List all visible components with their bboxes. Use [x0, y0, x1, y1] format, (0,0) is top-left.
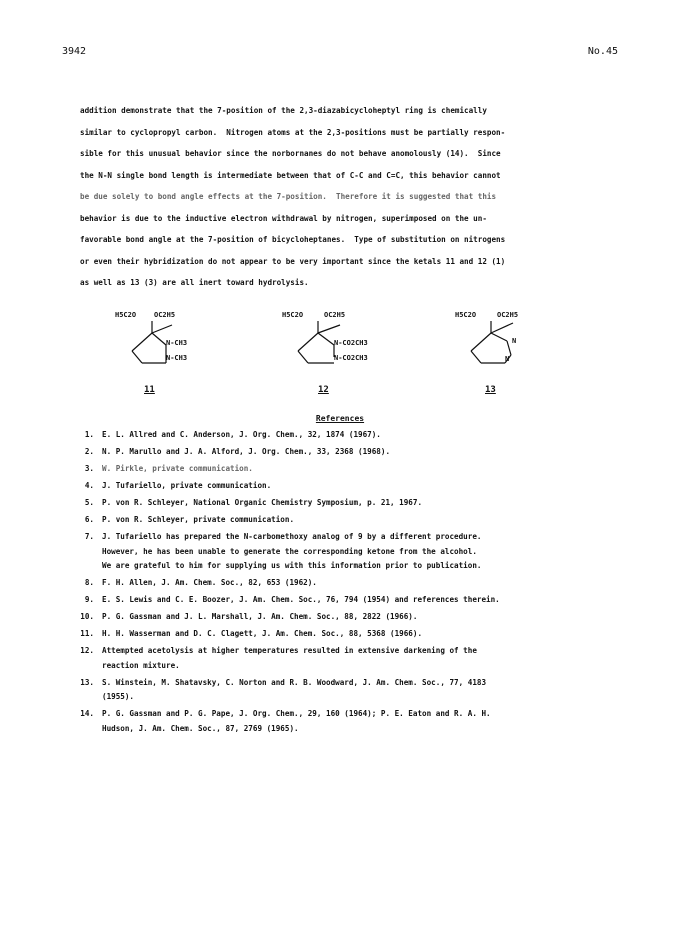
- references-title: References: [315, 414, 365, 423]
- structure-12: [280, 305, 410, 395]
- reference-text: P. von R. Schleyer, National Organic Chemistry Symposium, p. 21, 1967.: [102, 498, 423, 507]
- reference-item: [80, 479, 600, 494]
- reference-number: 2.: [84, 447, 94, 456]
- body-line: similar to cyclopropyl carbon. Nitrogen atoms at the 2,3-positions must be partially respon-: [80, 127, 506, 137]
- reference-number: 13.: [80, 677, 94, 687]
- body-line: the N-N single bond length is intermediate between that of C-C and C=C, this behavior cannot: [80, 170, 501, 180]
- reference-item: [80, 462, 600, 477]
- reference-text: However, he has been unable to generate the corresponding ketone from the alcohol.: [102, 546, 477, 556]
- reference-text: S. Winstein, M. Shatavsky, C. Norton and R. B. Woodward, J. Am. Chem. Soc., 77, 4183: [102, 677, 487, 687]
- reference-item: [80, 530, 600, 574]
- page-number: 3942: [62, 46, 87, 57]
- reference-item: [80, 445, 600, 460]
- body-paragraph: [80, 100, 620, 294]
- structure-label: OC2H5: [324, 311, 346, 319]
- structure-13: [455, 305, 555, 395]
- structure-label: H5C2O: [282, 311, 304, 319]
- reference-text: E. L. Allred and C. Anderson, J. Org. Chem., 32, 1874 (1967).: [102, 430, 381, 439]
- reference-number: 6.: [84, 515, 94, 524]
- reference-text: We are grateful to him for supplying us with this information prior to publication.: [102, 561, 482, 570]
- structure-label: N: [512, 337, 517, 345]
- reference-text: F. H. Allen, J. Am. Chem. Soc., 82, 653 (1962).: [102, 578, 317, 587]
- reference-text: E. S. Lewis and C. E. Boozer, J. Am. Chem. Soc., 76, 794 (1954) and references therein.: [102, 595, 500, 604]
- structure-label: N-CH3: [166, 354, 188, 362]
- structure-number: 12: [318, 385, 329, 395]
- reference-item: [80, 513, 600, 528]
- reference-text: P. von R. Schleyer, private communication.: [102, 515, 295, 524]
- chemical-structures: [100, 305, 560, 405]
- structure-label: OC2H5: [497, 311, 519, 319]
- structure-label: N-CH3: [166, 339, 188, 347]
- structure-12-drawing: [280, 305, 410, 383]
- structure-label: N-CO2CH3: [334, 339, 368, 347]
- reference-number: 12.: [80, 646, 94, 655]
- reference-item: [80, 707, 600, 736]
- reference-number: 5.: [84, 498, 94, 507]
- reference-text: reaction mixture.: [102, 660, 180, 670]
- reference-number: 7.: [84, 532, 94, 541]
- reference-item: [80, 428, 600, 443]
- body-line: favorable bond angle at the 7-position of bicycloheptanes. Type of substitution on nitrogens: [80, 235, 506, 244]
- body-line: addition demonstrate that the 7-position of the 2,3-diazabicycloheptyl ring is chemically: [80, 106, 487, 115]
- reference-text: Hudson, J. Am. Chem. Soc., 87, 2769 (1965).: [102, 723, 299, 733]
- body-line: behavior is due to the inductive electron withdrawal by nitrogen, superimposed on the un-: [80, 213, 487, 223]
- reference-number: 4.: [84, 481, 94, 490]
- references-list: [80, 428, 600, 739]
- structure-label: H5C2O: [115, 311, 137, 319]
- reference-text: P. G. Gassman and J. L. Marshall, J. Am. Chem. Soc., 88, 2822 (1966).: [102, 612, 418, 621]
- body-line: as well as 13 (3) are all inert toward hydrolysis.: [80, 278, 309, 287]
- structure-label: N-CO2CH3: [334, 354, 368, 362]
- reference-number: 1.: [84, 430, 94, 439]
- reference-text: (1955).: [102, 692, 135, 701]
- reference-text: H. H. Wasserman and D. C. Clagett, J. Am. Chem. Soc., 88, 5368 (1966).: [102, 629, 423, 638]
- reference-number: 3.: [84, 464, 94, 473]
- structure-label: H5C2O: [455, 311, 477, 319]
- reference-number: 8.: [84, 578, 94, 587]
- reference-text: W. Pirkle, private communication.: [102, 464, 253, 473]
- body-line: sible for this unusual behavior since the norbornanes do not behave anomolously (14). Since: [80, 149, 501, 158]
- reference-number: 14.: [80, 709, 94, 718]
- structure-number: 13: [485, 385, 496, 395]
- reference-item: [80, 593, 600, 608]
- structure-13-drawing: [455, 305, 555, 383]
- reference-item: [80, 496, 600, 511]
- body-line: be due solely to bond angle effects at the 7-position. Therefore it is suggested that this: [80, 192, 497, 201]
- reference-item: [80, 627, 600, 642]
- structure-label: N: [505, 355, 510, 363]
- body-line: or even their hybridization do not appear to be very important since the ketals 11 and 12 (1): [80, 256, 506, 266]
- structure-11: [110, 305, 230, 395]
- reference-number: 9.: [84, 595, 94, 604]
- structure-label: OC2H5: [154, 311, 176, 319]
- reference-number: 10.: [80, 612, 94, 621]
- reference-item: [80, 576, 600, 591]
- structure-11-drawing: [110, 305, 230, 383]
- page-header: [62, 46, 618, 62]
- reference-text: N. P. Marullo and J. A. Alford, J. Org. Chem., 33, 2368 (1968).: [102, 447, 391, 456]
- reference-text: J. Tufariello has prepared the N-carbomethoxy analog of 9 by a different procedure.: [102, 532, 482, 541]
- reference-text: P. G. Gassman and P. G. Pape, J. Org. Chem., 29, 160 (1964); P. E. Eaton and R. A. H.: [102, 709, 491, 718]
- reference-item: [80, 610, 600, 625]
- structure-number: 11: [144, 385, 155, 395]
- reference-item: [80, 676, 600, 705]
- reference-item: [80, 644, 600, 673]
- reference-text: Attempted acetolysis at higher temperatures resulted in extensive darkening of the: [102, 646, 477, 655]
- reference-number: 11.: [80, 629, 94, 638]
- issue-number: No.45: [587, 46, 618, 57]
- reference-text: J. Tufariello, private communication.: [102, 481, 272, 490]
